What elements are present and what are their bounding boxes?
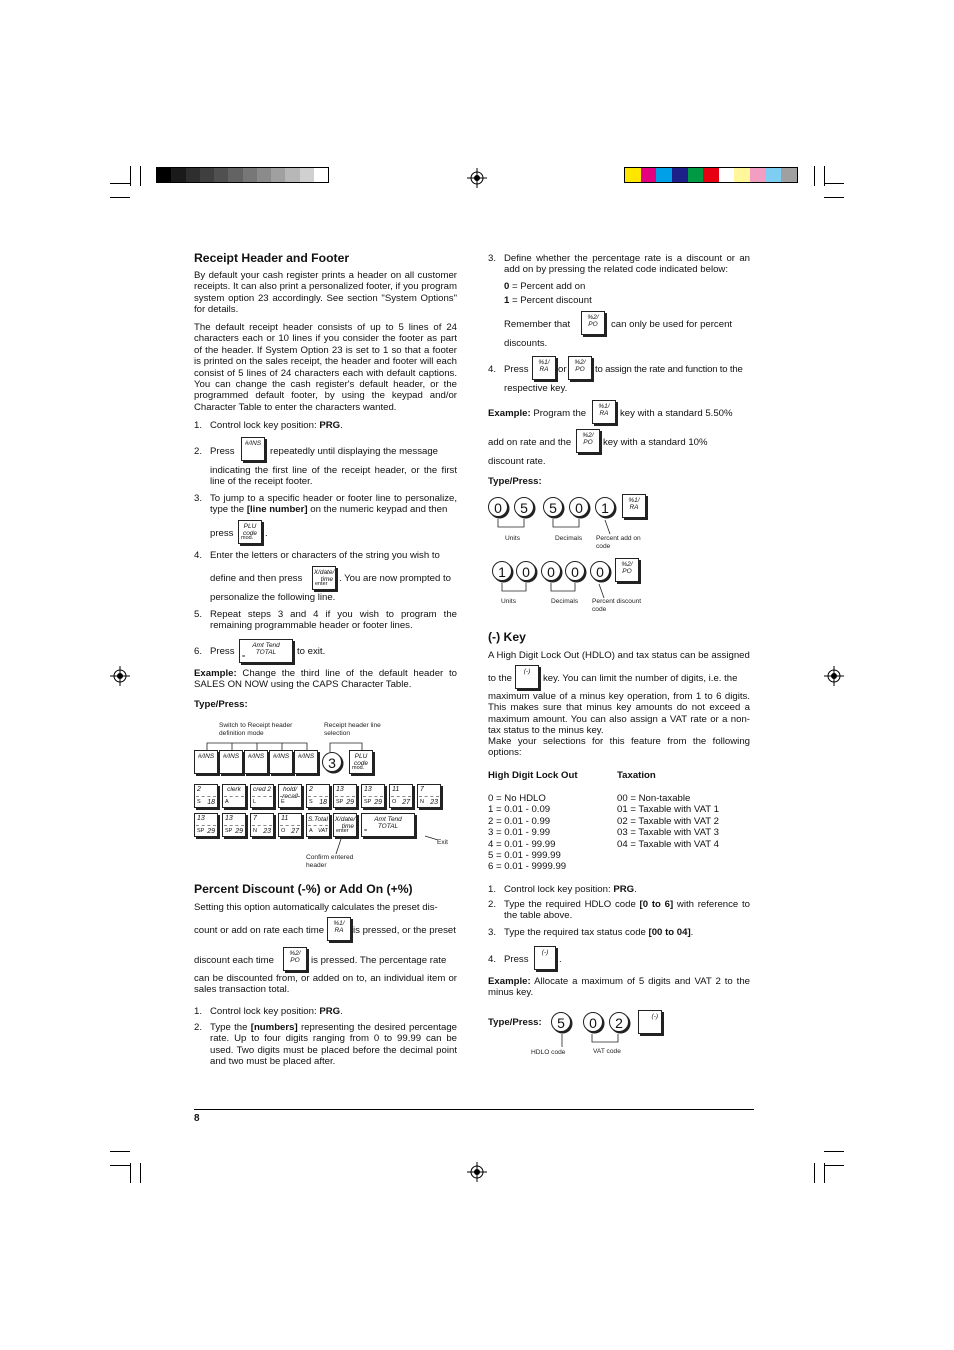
- receipt-step-4: 4. Enter the letters or characters of the string you wish to: [194, 550, 440, 561]
- percent-paragraph-end: can be discounted from, or added on to, an individual item or sales transaction total.: [194, 973, 457, 996]
- receipt-step-6: 6. Press: [194, 646, 235, 657]
- receipt-type-press-label: Type/Press:: [194, 699, 248, 710]
- crop-mark: [110, 183, 130, 184]
- pct1-ra-key[interactable]: %1/ RA: [327, 917, 351, 941]
- gray-swatch: [300, 168, 314, 182]
- label-decimals: Decimals: [551, 598, 579, 605]
- digit-key[interactable]: 2: [609, 1012, 629, 1032]
- ins-key[interactable]: #/INS: [241, 437, 265, 461]
- percent-type-press-label: Type/Press:: [488, 476, 542, 487]
- digit-key[interactable]: 5: [551, 1012, 571, 1032]
- ins-key[interactable]: #/INS: [244, 750, 268, 774]
- gray-swatch: [186, 168, 200, 182]
- percent-code-1: 1 = Percent discount: [504, 295, 592, 306]
- receipt-step-5: 5. Repeat steps 3 and 4 if you wish to program the remaining programmable header or footer lines.: [194, 609, 457, 632]
- hdlo-option: 1 = 0.01 - 0.09: [488, 804, 551, 816]
- gray-swatch: [157, 168, 171, 182]
- diagram-label-exit: Exit: [437, 839, 448, 846]
- plu-code-key[interactable]: PLU code mod.: [238, 520, 262, 544]
- receipt-paragraph-2: The default receipt header consists of up to 5 lines of 24 characters each or 10 lines if you consider the footer as part of the header. If System Option 23 is set to 1 so that a footer is printed on the sales receipt, the header and footer will each consist of 5 lines of 24 characters each with default captions. You can change the cash register's default header, or the programmed default footer, by using the keypad and/or Character Table to enter the characters wanted.: [194, 322, 457, 413]
- sequence-1-brackets: [485, 515, 655, 537]
- registration-mark-icon: [467, 1162, 487, 1182]
- digit-key[interactable]: 5: [543, 497, 563, 517]
- minus-example: Example: Allocate a maximum of 5 digits and VAT 2 to the minus key.: [488, 976, 750, 999]
- gray-swatch: [243, 168, 257, 182]
- registration-mark-icon: [110, 666, 130, 686]
- taxation-header: Taxation: [617, 770, 656, 781]
- label-units: Units: [505, 535, 521, 542]
- gray-swatch: [314, 168, 328, 182]
- tax-option: 00 = Non-taxable: [617, 793, 691, 804]
- tax-option: 04 = Taxable with VAT 4: [617, 838, 719, 850]
- hdlo-option: 5 = 0.01 - 999.99: [488, 850, 561, 862]
- color-swatch: [781, 168, 797, 182]
- diagram-label-line: Receipt header line selection: [324, 722, 381, 737]
- receipt-step-3-press: press: [210, 528, 234, 539]
- crop-mark: [824, 197, 844, 198]
- xdate-time-key[interactable]: X/date/ time enter: [312, 566, 336, 590]
- crop-mark: [814, 1163, 815, 1183]
- pct2-po-key[interactable]: %2/ PO: [283, 947, 307, 971]
- color-swatch: [734, 168, 750, 182]
- minus-step-4: 4. Press: [488, 954, 529, 965]
- character-key[interactable]: 13 SP 29: [361, 784, 385, 808]
- crop-mark: [140, 166, 141, 186]
- character-key[interactable]: 11 O 27: [278, 813, 302, 837]
- pct2-po-key[interactable]: %2/ PO: [581, 311, 605, 335]
- minus-key[interactable]: (-): [534, 946, 556, 970]
- pct2-po-key[interactable]: %2/ PO: [615, 558, 639, 582]
- minus-paragraph-4: Make your selections for this feature from the following options:: [488, 736, 750, 759]
- gray-swatch: [257, 168, 271, 182]
- character-key[interactable]: 13 SP 29: [222, 813, 246, 837]
- character-key[interactable]: 7 N 23: [250, 813, 274, 837]
- minus-paragraph-3: maximum value of a minus key operation, from 1 to 6 digits. This makes sure that minus key amounts do not exceed a maximum amount. You can also assign a VAT rate or a non-tax status to the minus key.: [488, 691, 750, 737]
- label-percent-add-on-code: Percent add on code: [596, 535, 641, 550]
- gray-swatch: [285, 168, 299, 182]
- minus-type-press-label: Type/Press:: [488, 1017, 542, 1028]
- color-swatch: [625, 168, 641, 182]
- minus-step-3: 3. Type the required tax status code [00 to 04].: [488, 927, 694, 938]
- tax-option: 02 = Taxable with VAT 2: [617, 815, 719, 827]
- digit-3-key[interactable]: 3: [322, 752, 342, 772]
- digit-key[interactable]: 0: [516, 561, 536, 581]
- percent-step-3: 3. Define whether the percentage rate is a discount or an add on by pressing the related code indicated below:: [488, 253, 750, 276]
- amt-tend-total-key[interactable]: Amt Tend TOTAL =: [239, 639, 293, 663]
- amt-tend-total-key[interactable]: Amt Tend TOTAL =: [361, 813, 415, 837]
- crop-mark: [140, 1163, 141, 1183]
- tax-options-list: [617, 793, 719, 850]
- crop-mark: [110, 197, 130, 198]
- hdlo-header: High Digit Lock Out: [488, 770, 578, 781]
- minus-sequence-brackets: [545, 1031, 635, 1051]
- color-calibration-bar: [624, 167, 798, 183]
- crop-mark: [110, 1151, 130, 1152]
- receipt-step-3: 3. To jump to a specific header or footer line to personalize, type the [line number] on the numeric keypad and then: [194, 493, 457, 516]
- digit-key[interactable]: 0: [565, 561, 585, 581]
- character-key[interactable]: cred 2 L: [250, 784, 274, 808]
- s-total-vat-key[interactable]: S.Total A VAT: [306, 813, 330, 837]
- ins-key[interactable]: #/INS: [269, 750, 293, 774]
- ins-key[interactable]: #/INS: [219, 750, 243, 774]
- color-swatch: [688, 168, 704, 182]
- color-swatch: [672, 168, 688, 182]
- character-key[interactable]: 11 O 27: [389, 784, 413, 808]
- digit-key[interactable]: 0: [488, 497, 508, 517]
- hdlo-option: 0 = No HDLO: [488, 793, 546, 804]
- percent-paragraph-line-1: Setting this option automatically calculates the preset dis-: [194, 902, 438, 913]
- digit-key[interactable]: 0: [541, 561, 561, 581]
- pct2-po-key[interactable]: %2/ PO: [576, 429, 600, 453]
- receipt-section-title: Receipt Header and Footer: [194, 251, 350, 265]
- crop-mark: [824, 1163, 825, 1183]
- character-key[interactable]: clerk A: [222, 784, 246, 808]
- digit-key[interactable]: 0: [569, 497, 589, 517]
- percent-code-0: 0 = Percent add on: [504, 281, 586, 292]
- crop-mark: [824, 1151, 844, 1152]
- label-decimals: Decimals: [555, 535, 583, 542]
- diagram-label-switch: Switch to Receipt header definition mode: [219, 722, 293, 737]
- percent-step-4: 4. Press: [488, 364, 529, 375]
- crop-mark: [814, 166, 815, 186]
- crop-mark: [130, 166, 131, 186]
- character-key[interactable]: 13 SP 29: [333, 784, 357, 808]
- gray-swatch: [214, 168, 228, 182]
- hdlo-options-list: [488, 793, 566, 873]
- plu-code-key[interactable]: PLU code mod.: [349, 750, 373, 774]
- character-key[interactable]: 13 SP 29: [194, 813, 218, 837]
- gray-swatch: [271, 168, 285, 182]
- gray-swatch: [228, 168, 242, 182]
- label-percent-discount-code: Percent discount code: [592, 598, 642, 613]
- color-swatch: [766, 168, 782, 182]
- pct1-ra-key[interactable]: %1/ RA: [532, 356, 556, 380]
- label-hdlo-code: HDLO code: [531, 1049, 566, 1056]
- crop-mark: [824, 183, 844, 184]
- crop-mark: [130, 1163, 131, 1183]
- percent-section-title: Percent Discount (-%) or Add On (+%): [194, 882, 413, 896]
- color-swatch: [750, 168, 766, 182]
- gray-calibration-bar: [156, 167, 329, 183]
- footer-rule: [194, 1109, 754, 1110]
- receipt-step-1: 1. Control lock key position: PRG.: [194, 420, 343, 431]
- color-swatch: [703, 168, 719, 182]
- color-swatch: [656, 168, 672, 182]
- crop-mark: [110, 1165, 130, 1166]
- pct2-po-key[interactable]: %2/ PO: [568, 356, 592, 380]
- percent-step-1: 1. Control lock key position: PRG.: [194, 1006, 343, 1017]
- label-units: Units: [501, 598, 517, 605]
- digit-key[interactable]: 0: [590, 561, 610, 581]
- receipt-step-2: 2. Press repeatedly until displaying the message: [194, 446, 438, 457]
- character-key[interactable]: 2 S 18: [306, 784, 330, 808]
- ins-key[interactable]: #/INS: [294, 750, 318, 774]
- digit-key[interactable]: 5: [514, 497, 534, 517]
- minus-paragraph-1: A High Digit Lock Out (HDLO) and tax status can be assigned: [488, 650, 750, 661]
- color-swatch: [641, 168, 657, 182]
- pct1-ra-key[interactable]: %1/ RA: [622, 494, 646, 518]
- gray-swatch: [171, 168, 185, 182]
- minus-key-section-title: (-) Key: [488, 630, 526, 644]
- digit-key[interactable]: 0: [583, 1012, 603, 1032]
- diagram-label-confirm: Confirm entered header: [306, 854, 354, 869]
- receipt-paragraph-1: By default your cash register prints a header on all customer receipts. It can also print a personalized footer, if you program system option 23 accordingly. See section "System Options" for details.: [194, 270, 457, 316]
- minus-step-1: 1. Control lock key position: PRG.: [488, 884, 637, 895]
- receipt-step-2-cont: indicating the first line of the receipt header, or the first line of the receipt footer.: [210, 465, 457, 488]
- gray-swatch: [200, 168, 214, 182]
- percent-step-2: 2. Type the [numbers] representing the desired percentage rate. Up to four digits ranging from 0 to 99.99 can be used. Two digits must be placed before the decimal point and two must be placed after.: [194, 1022, 458, 1068]
- crop-mark: [824, 166, 825, 186]
- character-key[interactable]: 2 S 18: [194, 784, 218, 808]
- registration-mark-icon: [467, 168, 487, 188]
- minus-key[interactable]: (-): [638, 1010, 662, 1034]
- registration-mark-icon: [824, 666, 844, 686]
- percent-example: Example: Program the: [488, 408, 587, 419]
- hdlo-option: 4 = 0.01 - 99.99: [488, 838, 556, 850]
- hdlo-option: 2 = 0.01 - 0.99: [488, 815, 551, 827]
- character-key[interactable]: hold/ recall E: [278, 784, 302, 808]
- xdate-time-key[interactable]: X/date/ time enter: [333, 813, 357, 837]
- tax-option: 03 = Taxable with VAT 3: [617, 827, 719, 839]
- color-swatch: [719, 168, 735, 182]
- crop-mark: [824, 1165, 844, 1166]
- digit-key[interactable]: 1: [492, 561, 512, 581]
- digit-key[interactable]: 1: [595, 497, 615, 517]
- minus-step-2: 2. Type the required HDLO code [0 to 6] with reference to the table above.: [488, 899, 751, 922]
- hdlo-option: 3 = 0.01 - 9.99: [488, 827, 551, 839]
- page-number: 8: [194, 1113, 200, 1124]
- tax-option: 01 = Taxable with VAT 1: [617, 804, 719, 816]
- hdlo-option: 6 = 0.01 - 9999.99: [488, 861, 567, 873]
- pct1-ra-key[interactable]: %1/ RA: [592, 400, 616, 424]
- receipt-example: Example: Change the third line of the default header to SALES ON NOW using the CAPS Character Table.: [194, 668, 457, 691]
- ins-key[interactable]: #/INS: [194, 750, 218, 774]
- minus-key[interactable]: (-): [515, 665, 539, 689]
- label-vat-code: VAT code: [593, 1048, 621, 1055]
- character-key[interactable]: 7 N 23: [417, 784, 441, 808]
